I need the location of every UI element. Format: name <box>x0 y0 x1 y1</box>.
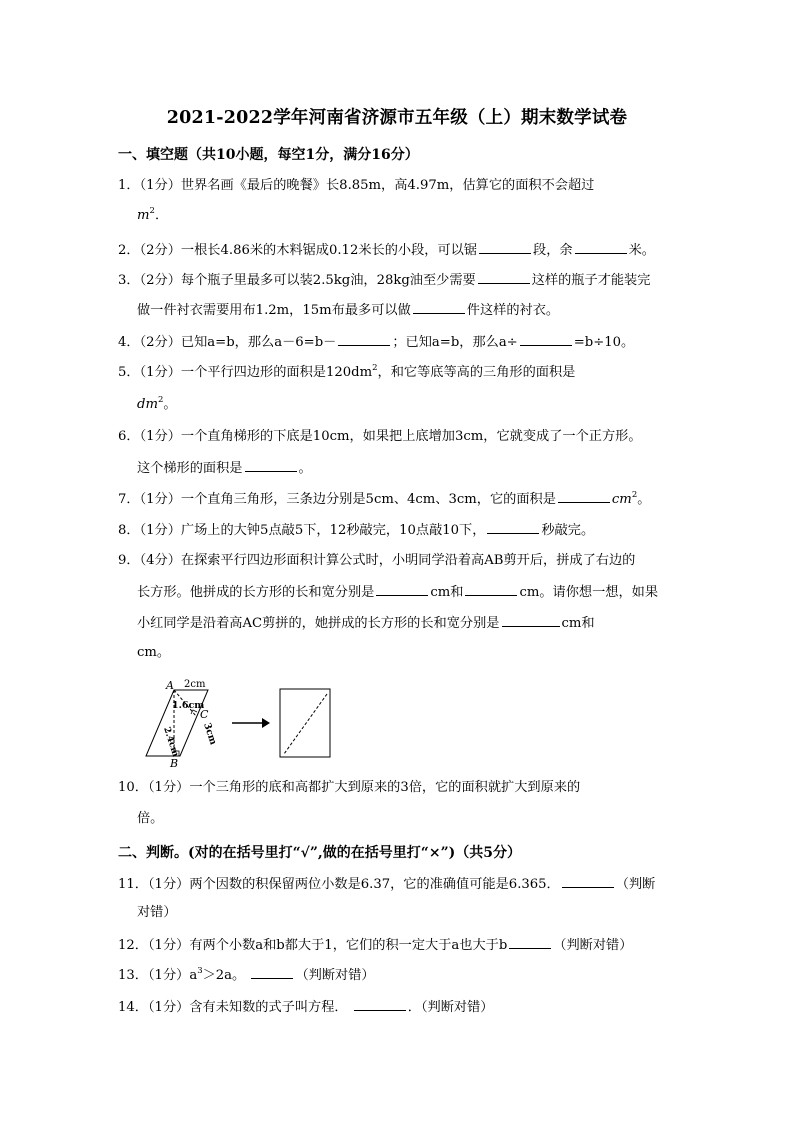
answer-blank[interactable] <box>413 300 465 314</box>
label-a: A <box>166 679 174 692</box>
answer-blank[interactable] <box>562 874 614 888</box>
page-title: 2021-2022学年河南省济源市五年级（上）期末数学试卷 <box>166 108 628 128</box>
label-c: C <box>200 708 209 721</box>
answer-blank[interactable] <box>251 965 293 979</box>
answer-blank[interactable] <box>520 332 572 346</box>
rectangle-cut-line <box>284 694 327 754</box>
question-12: 12．（1分）有两个小数a和b都大于1，它们的积一定大于a也大于b （判断对错） <box>118 935 632 955</box>
parallelogram-figure <box>144 676 344 768</box>
label-side-length: 3cm <box>201 721 219 747</box>
question-7: 7．（1分）一个直角三角形，三条边分别是5cm、4cm、3cm，它的面积是 $cm^2$。 <box>118 490 651 507</box>
answer-blank[interactable] <box>575 240 627 254</box>
question-11: 11．（1分）两个因数的积保留两位小数是6.37，它的准确值可能是6.365． （判断 <box>118 874 655 894</box>
section-heading-judgement: 二、判断。(对的在括号里打“√”,做的在括号里打“×”)（共5分） <box>118 845 522 861</box>
answer-blank[interactable] <box>479 240 531 254</box>
question-3: 3．（2分）每个瓶子里最多可以装2.5kg油，28kg油至少需要 这样的瓶子才能装完 <box>118 270 650 290</box>
question-14: 14．（1分）含有未知数的式子叫方程． ．（判断对错） <box>118 997 494 1017</box>
label-ab-length: 2.4cm <box>161 725 181 759</box>
answer-blank[interactable] <box>558 489 610 503</box>
section-heading-fill-blank: 一、填空题（共10小题，每空1分，满分16分） <box>118 147 419 163</box>
answer-blank[interactable] <box>509 935 551 949</box>
question-4: 4．（2分）已知a=b，那么a－6=b－ ；已知a=b，那么a÷ =b÷10。 <box>118 332 634 352</box>
question-2: 2．（2分）一根长4.86米的木料锯成0.12米长的小段，可以锯 段，余 米。 <box>118 240 655 260</box>
answer-blank[interactable] <box>487 520 539 534</box>
question-1-cont: $m^2$． <box>137 206 169 223</box>
answer-blank[interactable] <box>338 332 390 346</box>
answer-blank[interactable] <box>376 582 428 596</box>
question-9-cont-1: 长方形。他拼成的长方形的长和宽分别是 cm和 cm。请你想一想，如果 <box>137 582 658 602</box>
question-6-cont: 这个梯形的面积是 。 <box>137 458 312 478</box>
rectangle-shape <box>280 689 330 757</box>
answer-blank[interactable] <box>478 270 530 284</box>
label-ac-length: 1.6cm <box>172 700 205 711</box>
question-10-cont: 倍。 <box>137 811 164 826</box>
question-6: 6．（1分）一个直角梯形的下底是10cm，如果把上底增加3cm，它就变成了一个正方形。 <box>118 429 642 444</box>
label-top-length: 2cm <box>184 679 206 690</box>
question-10: 10．（1分）一个三角形的底和高都扩大到原来的3倍，它的面积就扩大到原来的 <box>118 780 581 795</box>
question-9: 9．（4分）在探索平行四边形面积计算公式时，小明同学沿着高AB剪开后，拼成了右边的 <box>118 553 636 568</box>
question-11-cont: 对错） <box>137 905 177 920</box>
question-9-cont-3: cm。 <box>137 645 171 660</box>
arrow-head-icon <box>262 718 270 728</box>
answer-blank[interactable] <box>465 582 517 596</box>
question-13: 13．（1分）$a^3>2a$。 （判断对错） <box>118 966 375 983</box>
question-8: 8．（1分）广场上的大钟5点敲5下，12秒敲完，10点敲10下， 秒敲完。 <box>118 520 594 540</box>
answer-blank[interactable] <box>502 613 560 627</box>
label-b: B <box>170 757 179 768</box>
question-1: 1．（1分）世界名画《最后的晚餐》长8.85m，高4.97m，估算它的面积不会超过 <box>118 178 595 193</box>
answer-blank[interactable] <box>354 997 406 1011</box>
question-5: 5．（1分）一个平行四边形的面积是$120dm^2$，和它等底等高的三角形的面积是 <box>118 363 576 380</box>
question-5-cont: $dm^2$。 <box>137 395 177 412</box>
question-9-cont-2: 小红同学是沿着高AC剪拼的，她拼成的长方形的长和宽分别是 cm和 <box>137 613 595 633</box>
answer-blank[interactable] <box>245 458 297 472</box>
question-3-cont: 做一件衬衣需要用布1.2m，15m布最多可以做 件这样的衬衣。 <box>137 300 559 320</box>
